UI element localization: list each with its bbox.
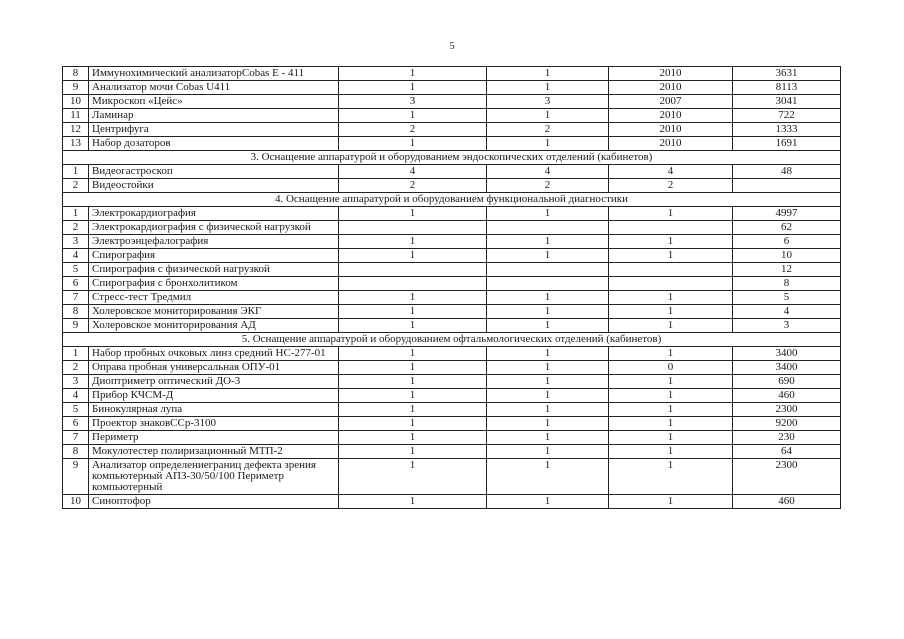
value-cell-4: 1333 [733, 123, 841, 137]
equipment-name: Холеровское мониторирования АД [89, 319, 339, 333]
equipment-name: Периметр [89, 431, 339, 445]
equipment-table-body [63, 67, 841, 509]
table-row [63, 319, 841, 333]
table-row [63, 235, 841, 249]
value-cell-4: 8 [733, 277, 841, 291]
value-cell-3: 1 [609, 459, 733, 495]
value-cell-3 [609, 221, 733, 235]
row-number: 5 [63, 403, 89, 417]
value-cell-4: 2300 [733, 459, 841, 495]
row-number: 12 [63, 123, 89, 137]
value-cell-3: 1 [609, 403, 733, 417]
value-cell-2 [487, 263, 609, 277]
table-row [63, 137, 841, 151]
value-cell-1: 1 [339, 109, 487, 123]
section-title: 5. Оснащение аппаратурой и оборудованием офтальмологических отделений (кабинетов) [63, 333, 841, 347]
value-cell-2 [487, 277, 609, 291]
value-cell-4: 4 [733, 305, 841, 319]
equipment-name: Спирография с бронхолитиком [89, 277, 339, 291]
value-cell-1: 1 [339, 137, 487, 151]
value-cell-1: 1 [339, 81, 487, 95]
value-cell-4: 4997 [733, 207, 841, 221]
value-cell-2: 1 [487, 375, 609, 389]
value-cell-4: 3631 [733, 67, 841, 81]
value-cell-2 [487, 221, 609, 235]
value-cell-2: 2 [487, 179, 609, 193]
value-cell-4: 8113 [733, 81, 841, 95]
table-row [63, 403, 841, 417]
value-cell-2: 1 [487, 249, 609, 263]
table-row [63, 495, 841, 509]
value-cell-1: 1 [339, 389, 487, 403]
value-cell-2: 1 [487, 67, 609, 81]
section-header-row [63, 193, 841, 207]
value-cell-4: 6 [733, 235, 841, 249]
table-row [63, 123, 841, 137]
equipment-name: Набор дозаторов [89, 137, 339, 151]
value-cell-4: 5 [733, 291, 841, 305]
value-cell-2: 1 [487, 305, 609, 319]
value-cell-3: 2010 [609, 67, 733, 81]
row-number: 4 [63, 249, 89, 263]
table-row [63, 291, 841, 305]
value-cell-4: 62 [733, 221, 841, 235]
value-cell-1: 3 [339, 95, 487, 109]
value-cell-3: 1 [609, 319, 733, 333]
table-row [63, 445, 841, 459]
value-cell-4: 230 [733, 431, 841, 445]
value-cell-3: 2010 [609, 81, 733, 95]
equipment-name: Микроскоп «Цейс» [89, 95, 339, 109]
value-cell-1 [339, 221, 487, 235]
value-cell-1: 2 [339, 179, 487, 193]
value-cell-1: 1 [339, 207, 487, 221]
value-cell-1: 1 [339, 319, 487, 333]
equipment-name: Проектор знаковССр-3100 [89, 417, 339, 431]
section-header-row [63, 151, 841, 165]
row-number: 9 [63, 81, 89, 95]
value-cell-2: 1 [487, 417, 609, 431]
equipment-name: Электрокардиография [89, 207, 339, 221]
row-number: 1 [63, 165, 89, 179]
value-cell-3: 1 [609, 495, 733, 509]
value-cell-1: 1 [339, 495, 487, 509]
row-number: 9 [63, 459, 89, 495]
value-cell-3: 1 [609, 417, 733, 431]
value-cell-1: 1 [339, 67, 487, 81]
value-cell-1: 1 [339, 445, 487, 459]
equipment-name: Синоптофор [89, 495, 339, 509]
value-cell-2: 3 [487, 95, 609, 109]
value-cell-2: 1 [487, 495, 609, 509]
section-header-row [63, 333, 841, 347]
value-cell-3: 1 [609, 305, 733, 319]
table-row [63, 179, 841, 193]
equipment-name: Бинокулярная лупа [89, 403, 339, 417]
row-number: 8 [63, 445, 89, 459]
value-cell-2: 1 [487, 109, 609, 123]
value-cell-3: 2010 [609, 137, 733, 151]
value-cell-3: 2010 [609, 109, 733, 123]
value-cell-2: 1 [487, 207, 609, 221]
table-row [63, 431, 841, 445]
value-cell-4: 690 [733, 375, 841, 389]
row-number: 2 [63, 221, 89, 235]
equipment-name: Иммунохимический анализаторCobas E - 411 [89, 67, 339, 81]
value-cell-1 [339, 277, 487, 291]
table-row [63, 389, 841, 403]
table-row [63, 263, 841, 277]
section-title: 4. Оснащение аппаратурой и оборудованием функциональной диагностики [63, 193, 841, 207]
row-number: 5 [63, 263, 89, 277]
value-cell-2: 1 [487, 403, 609, 417]
row-number: 11 [63, 109, 89, 123]
row-number: 2 [63, 179, 89, 193]
row-number: 4 [63, 389, 89, 403]
value-cell-2: 1 [487, 431, 609, 445]
value-cell-3: 1 [609, 445, 733, 459]
table-row [63, 165, 841, 179]
table-row [63, 347, 841, 361]
equipment-name: Ламинар [89, 109, 339, 123]
row-number: 6 [63, 417, 89, 431]
value-cell-4: 2300 [733, 403, 841, 417]
table-row [63, 109, 841, 123]
table-row [63, 221, 841, 235]
value-cell-3: 2007 [609, 95, 733, 109]
value-cell-4: 1691 [733, 137, 841, 151]
row-number: 1 [63, 347, 89, 361]
table-row [63, 417, 841, 431]
value-cell-2: 1 [487, 389, 609, 403]
value-cell-3: 2010 [609, 123, 733, 137]
equipment-name: Набор пробных очковых линз средний НС-277-01 [89, 347, 339, 361]
table-row [63, 207, 841, 221]
value-cell-4: 460 [733, 389, 841, 403]
value-cell-3: 1 [609, 207, 733, 221]
equipment-name: Анализатор определениеграниц дефекта зрения компьютерный АПЗ-30/50/100 Периметр компьютерный [89, 459, 339, 495]
section-title: 3. Оснащение аппаратурой и оборудованием эндоскопических отделений (кабинетов) [63, 151, 841, 165]
value-cell-1: 1 [339, 347, 487, 361]
value-cell-4: 3400 [733, 361, 841, 375]
value-cell-3: 1 [609, 291, 733, 305]
value-cell-2: 1 [487, 361, 609, 375]
value-cell-2: 1 [487, 81, 609, 95]
value-cell-4: 9200 [733, 417, 841, 431]
row-number: 13 [63, 137, 89, 151]
table-row [63, 375, 841, 389]
equipment-name: Видеостойки [89, 179, 339, 193]
value-cell-2: 1 [487, 347, 609, 361]
value-cell-1: 2 [339, 123, 487, 137]
value-cell-1: 4 [339, 165, 487, 179]
value-cell-4: 10 [733, 249, 841, 263]
value-cell-4: 3041 [733, 95, 841, 109]
equipment-name: Оправа пробная универсальная ОПУ-01 [89, 361, 339, 375]
value-cell-2: 1 [487, 459, 609, 495]
value-cell-3: 4 [609, 165, 733, 179]
value-cell-1: 1 [339, 235, 487, 249]
table-row [63, 277, 841, 291]
row-number: 2 [63, 361, 89, 375]
value-cell-3: 2 [609, 179, 733, 193]
value-cell-2: 1 [487, 235, 609, 249]
value-cell-1: 1 [339, 459, 487, 495]
row-number: 7 [63, 291, 89, 305]
value-cell-4: 3 [733, 319, 841, 333]
equipment-name: Центрифуга [89, 123, 339, 137]
value-cell-1: 1 [339, 291, 487, 305]
equipment-name: Прибор КЧСМ-Д [89, 389, 339, 403]
value-cell-2: 2 [487, 123, 609, 137]
equipment-name: Мокулотестер полиризационный МТП-2 [89, 445, 339, 459]
equipment-name: Стресс-тест Тредмил [89, 291, 339, 305]
table-row [63, 459, 841, 495]
row-number: 8 [63, 67, 89, 81]
value-cell-4: 64 [733, 445, 841, 459]
equipment-name: Диоптриметр оптический ДО-3 [89, 375, 339, 389]
value-cell-2: 4 [487, 165, 609, 179]
row-number: 3 [63, 375, 89, 389]
row-number: 7 [63, 431, 89, 445]
equipment-table [62, 66, 841, 509]
table-row [63, 81, 841, 95]
value-cell-3: 1 [609, 375, 733, 389]
row-number: 3 [63, 235, 89, 249]
value-cell-3: 1 [609, 235, 733, 249]
equipment-name: Спирография [89, 249, 339, 263]
value-cell-2: 1 [487, 137, 609, 151]
row-number: 8 [63, 305, 89, 319]
table-row [63, 67, 841, 81]
equipment-name: Электроэнцефалография [89, 235, 339, 249]
page-number: 5 [449, 40, 455, 52]
table-row [63, 249, 841, 263]
value-cell-4: 460 [733, 495, 841, 509]
value-cell-4 [733, 179, 841, 193]
equipment-name: Электрокардиография с физической нагрузкой [89, 221, 339, 235]
value-cell-3: 0 [609, 361, 733, 375]
value-cell-1: 1 [339, 305, 487, 319]
equipment-name: Анализатор мочи Cobas U411 [89, 81, 339, 95]
equipment-name: Спирография с физической нагрузкой [89, 263, 339, 277]
value-cell-1: 1 [339, 431, 487, 445]
row-number: 9 [63, 319, 89, 333]
table-row [63, 95, 841, 109]
value-cell-2: 1 [487, 291, 609, 305]
value-cell-1: 1 [339, 375, 487, 389]
value-cell-3 [609, 277, 733, 291]
equipment-name: Видеогастроскоп [89, 165, 339, 179]
value-cell-1: 1 [339, 417, 487, 431]
row-number: 10 [63, 95, 89, 109]
value-cell-4: 722 [733, 109, 841, 123]
equipment-name: Холеровское мониторирования ЭКГ [89, 305, 339, 319]
value-cell-1 [339, 263, 487, 277]
value-cell-4: 48 [733, 165, 841, 179]
value-cell-1: 1 [339, 403, 487, 417]
value-cell-1: 1 [339, 249, 487, 263]
value-cell-3 [609, 263, 733, 277]
value-cell-3: 1 [609, 389, 733, 403]
value-cell-3: 1 [609, 249, 733, 263]
value-cell-3: 1 [609, 347, 733, 361]
row-number: 10 [63, 495, 89, 509]
value-cell-4: 3400 [733, 347, 841, 361]
value-cell-2: 1 [487, 319, 609, 333]
value-cell-2: 1 [487, 445, 609, 459]
table-row [63, 305, 841, 319]
value-cell-4: 12 [733, 263, 841, 277]
value-cell-1: 1 [339, 361, 487, 375]
row-number: 1 [63, 207, 89, 221]
value-cell-3: 1 [609, 431, 733, 445]
row-number: 6 [63, 277, 89, 291]
table-row [63, 361, 841, 375]
